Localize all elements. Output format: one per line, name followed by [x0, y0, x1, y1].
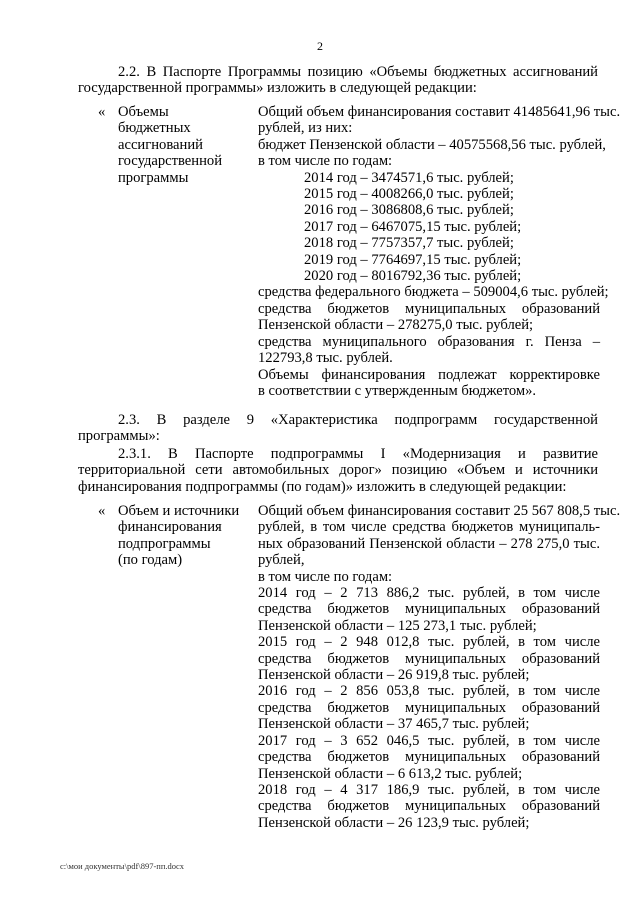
- content-line: 2018 год – 4 317 186,9 тыс. рублей, в том числе: [258, 781, 600, 798]
- funding-sources-content: [258, 503, 621, 831]
- year-line: 2018 год – 7757357,7 тыс. рублей;: [304, 235, 514, 252]
- content-line: в соответствии с утвержденным бюджетом».: [258, 382, 537, 399]
- content-line: средства бюджетов муниципальных образований: [258, 749, 600, 766]
- file-path-footer: c:\мои документы\pdf\897-пп.docx: [60, 861, 185, 871]
- content-line: бюджет Пензенской области – 40575568,56 тыс. рублей,: [258, 136, 606, 153]
- section-2-2: [78, 64, 598, 97]
- content-line: Объемы финансирования подлежат корректировке: [258, 366, 600, 383]
- opening-quote: «: [98, 503, 106, 519]
- year-line: 2020 год – 8016792,36 тыс. рублей;: [304, 268, 522, 285]
- content-line: 2016 год – 2 856 053,8 тыс. рублей, в том числе: [258, 683, 600, 700]
- content-line: средства муниципального образования г. Пенза –: [258, 333, 600, 350]
- content-line: 2014 год – 2 713 886,2 тыс. рублей, в том числе: [258, 585, 600, 602]
- content-line: Пензенской области – 6 613,2 тыс. рублей;: [258, 765, 523, 782]
- section-2-3-1-line-3: финансирования подпрограммы (по годам)» изложить в следующей редакции:: [78, 478, 567, 495]
- content-line: средства бюджетов муниципальных образований: [258, 699, 600, 716]
- content-line: средства федерального бюджета – 509004,6 тыс. рублей;: [258, 284, 609, 301]
- content-line: 2017 год – 3 652 046,5 тыс. рублей, в том числе: [258, 732, 600, 749]
- label-line: Объемы: [118, 104, 169, 120]
- year-line: 2015 год – 4008266,0 тыс. рублей;: [304, 186, 514, 203]
- content-line: рублей, из них:: [258, 120, 353, 137]
- content-line: средства бюджетов муниципальных образований: [258, 601, 600, 618]
- content-line: средства бюджетов муниципальных образований: [258, 300, 600, 317]
- content-line: рублей, в том числе средства бюджетов муниципаль-: [258, 519, 600, 536]
- label-line: Объем и источники: [118, 503, 240, 519]
- year-line: 2019 год – 7764697,15 тыс. рублей;: [304, 251, 522, 268]
- content-line: Пензенской области – 26 123,9 тыс. рублей;: [258, 814, 530, 831]
- content-line: в том числе по годам:: [258, 568, 393, 585]
- section-2-3-1-line-2: территориальной сети автомобильных дорог» позицию «Объем и источники: [78, 462, 598, 479]
- section-2-2-line-1: 2.2. В Паспорте Программы позицию «Объемы бюджетных ассигнований: [118, 64, 598, 80]
- content-line: рублей,: [258, 552, 305, 569]
- opening-quote: «: [98, 104, 106, 120]
- section-2-3-line-2: программы»:: [78, 428, 160, 445]
- content-line: Общий объем финансирования составит 25 567 808,5 тыс.: [258, 503, 621, 519]
- content-line: 122793,8 тыс. рублей.: [258, 350, 393, 367]
- page-number: 2: [317, 39, 323, 53]
- label-line: программы: [118, 169, 189, 186]
- year-line: 2016 год – 3086808,6 тыс. рублей;: [304, 202, 514, 219]
- section-2-3: [78, 412, 598, 445]
- content-line: Пензенской области – 125 273,1 тыс. рублей;: [258, 617, 537, 634]
- content-line: средства бюджетов муниципальных образований: [258, 798, 600, 815]
- content-line: Пензенской области – 278275,0 тыс. рублей;: [258, 317, 534, 334]
- content-line: Пензенской области – 26 919,8 тыс. рублей;: [258, 667, 530, 684]
- content-line: ных образований Пензенской области – 278 275,0 тыс.: [258, 535, 600, 552]
- label-line: государственной: [118, 153, 223, 170]
- content-line: в том числе по годам:: [258, 153, 393, 170]
- section-2-3-line-1: 2.3. В разделе 9 «Характеристика подпрограмм государственной: [118, 412, 598, 428]
- label-line: ассигнований: [118, 136, 203, 153]
- label-line: подпрограммы: [118, 535, 211, 552]
- label-line: бюджетных: [118, 120, 191, 137]
- section-2-3-1-line-1: 2.3.1. В Паспорте подпрограммы I «Модернизация и развитие: [118, 446, 598, 462]
- year-line: 2017 год – 6467075,15 тыс. рублей;: [304, 218, 522, 235]
- content-line: Общий объем финансирования составит 41485641,96 тыс.: [258, 104, 621, 120]
- label-line: финансирования: [118, 519, 222, 536]
- year-line: 2014 год – 3474571,6 тыс. рублей;: [304, 169, 514, 186]
- content-line: 2015 год – 2 948 012,8 тыс. рублей, в том числе: [258, 634, 600, 651]
- content-line: средства бюджетов муниципальных образований: [258, 650, 600, 667]
- budget-allocations-content: [258, 104, 621, 399]
- section-2-3-1: [78, 446, 598, 495]
- label-line: (по годам): [118, 552, 183, 569]
- content-line: Пензенской области – 37 465,7 тыс. рублей;: [258, 716, 530, 733]
- section-2-2-line-2: государственной программы» изложить в следующей редакции:: [78, 80, 477, 97]
